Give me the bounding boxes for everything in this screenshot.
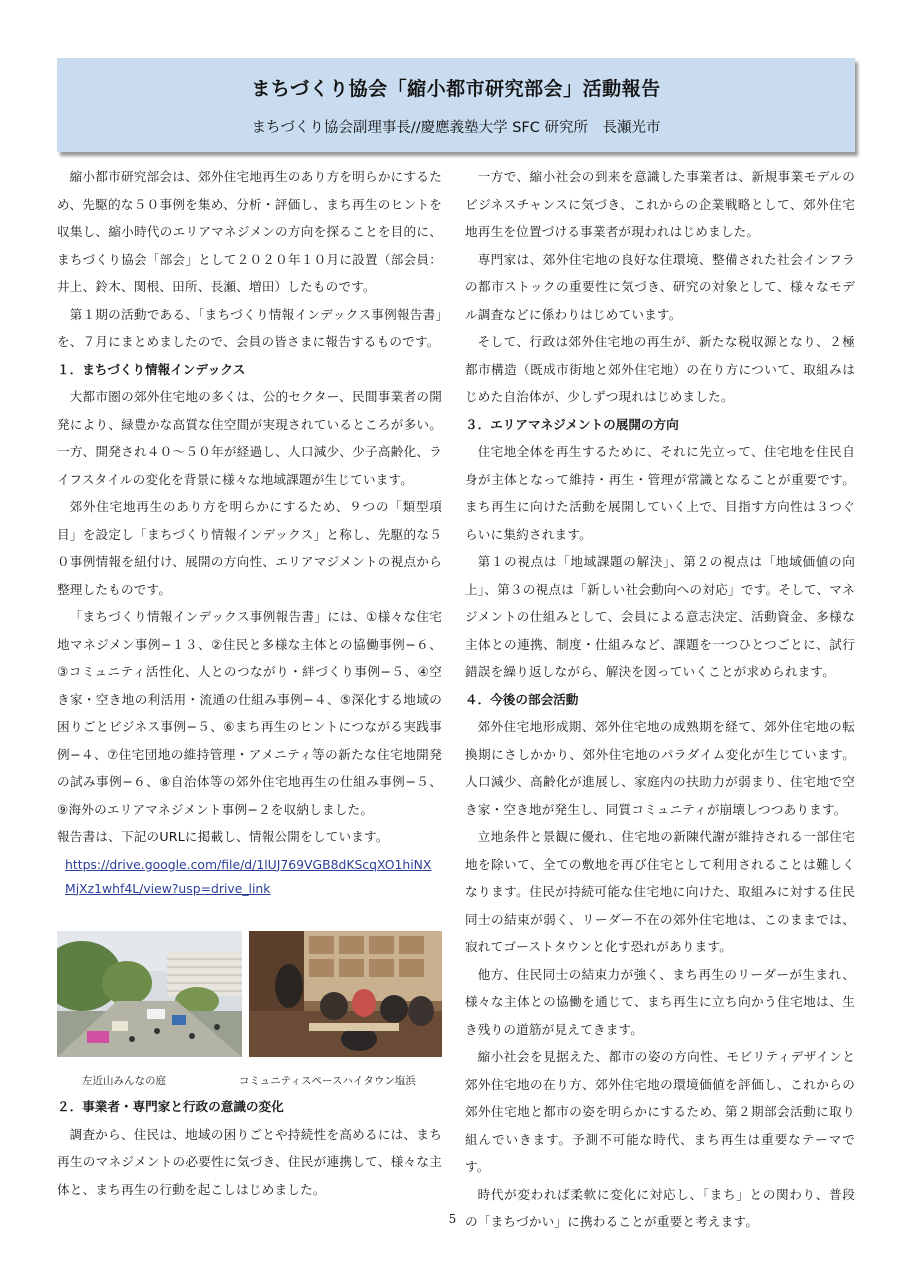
paragraph: 報告書は、下記のURLに掲載し、情報公開をしています。 <box>57 829 389 844</box>
paragraph: 「まちづくり情報インデックス事例報告書」には、①様々な住宅地マネジメン事例−１３、②住民と多様な主体との協働事例−６、③コミュニティ活性化、人とのつながり・絆づくり事例−５、④空き家・空き地の利活用・流通の仕組み事例−４、⑤深化する地域の困りごとビジネス事例−５、⑥まち再生のヒントにつながる実践事例−４、⑦住宅団地の維持管理・アメニティ等の新たな住宅地開発の試み事例−６、⑧自治体等の郊外住宅地再生の仕組み事例−５、⑨海外のエリアマネジメント事例−２を収納しました。 <box>57 609 442 817</box>
photo-caption: 左近山みんなの庭 <box>82 1075 166 1087</box>
right-column <box>465 163 855 1236</box>
section-heading: ２．事業者・専門家と行政の意識の変化 <box>57 1099 284 1114</box>
paragraph: 郊外住宅地形成期、郊外住宅地の成熟期を経て、郊外住宅地の転換期にさしかかり、郊外住宅地のパラダイム変化が生じています。人口減少、高齢化が進展し、家庭内の扶助力が弱まり、住宅地で空き家・空き地が発生し、同質コミュニティが崩壊しつつあります。 <box>465 719 855 817</box>
paragraph: 調査から、住民は、地域の困りごとや持続性を高めるには、まち再生のマネジメントの必要性に気づき、住民が連携して、様々な主体と、まち再生の行動を起こしはじめました。 <box>57 1126 442 1197</box>
paragraph: 縮小社会を見据えた、都市の姿の方向性、モビリティデザインと郊外住宅地の在り方、郊外住宅地の環境価値を評価し、これからの郊外住宅地と都市の姿を明らかにするため、第２期部会活動に取り組んでいきます。予測不可能な時代、まち再生は重要なテーマです。 <box>465 1049 855 1174</box>
author-line: まちづくり協会副理事長//慶應義塾大学 SFC 研究所 長瀬光市 <box>251 120 661 136</box>
paragraph: 専門家は、郊外住宅地の良好な住環境、整備された社会インフラの都市ストックの重要性に気づき、研究の対象として、様々なモデル調査などに係わりはじめています。 <box>465 251 855 322</box>
photo-caption: コミュニティスペースハイタウン塩浜 <box>239 1075 416 1087</box>
section-heading: １．まちづくり情報インデックス <box>57 361 246 377</box>
paragraph: 一方で、縮小社会の到来を意識した事業者は、新規事業モデルのビジネスチャンスに気づき、これからの企業戦略として、郊外住宅地再生を位置づける事業者が現われはじめました。 <box>465 169 855 239</box>
paragraph: 第１期の活動である、「まちづくり情報インデックス事例報告書」を、７月にまとめましたので、会員の皆さまに報告するものです。 <box>57 306 442 349</box>
section-heading: ３．エリアマネジメントの展開の方向 <box>465 416 679 432</box>
paragraph: 他方、住民同士の結束力が強く、まち再生のリーダーが生まれ、様々な主体との協働を通じて、まち再生に立ち向かう住宅地は、生き残りの道筋が見えてきます。 <box>465 966 855 1037</box>
title-banner <box>57 58 855 152</box>
photo-strip <box>57 931 442 1057</box>
left-column <box>57 163 442 901</box>
paragraph: そして、行政は郊外住宅地の再生が、新たな税収源となり、２極都市構造（既成市街地と郊外住宅地）の在り方について、取組みはじめた自治体が、少しずつ現れはじめました。 <box>465 334 855 404</box>
section-heading: ４．今後の部会活動 <box>465 691 579 707</box>
photo-community-space <box>249 931 442 1057</box>
paragraph: 住宅地全体を再生するために、それに先立って、住宅地を住民自身が主体となって維持・再生・管理が常識となることが重要です。まち再生に向けた活動を展開していく上で、目指す方向性は３つぐらいに集約されます。 <box>465 444 855 542</box>
paragraph: 縮小都市研究部会は、郊外住宅地再生のあり方を明らかにするため、先駆的な５０事例を集め、分析・評価し、まち再生のヒントを収集し、縮小時代のエリアマネジメンの方向を探ることを目的に、まちづくり協会「部会」として２０２０年１０月に設置（部会員：井上、鈴木、関根、田所、長瀬、増田）したものです。 <box>57 169 442 294</box>
page-title: まちづくり協会「縮小都市研究部会」活動報告 <box>251 78 661 100</box>
paragraph: 時代が変われば柔軟に変化に対応し、「まち」との関わり、普段の「まちづかい」に携わることが重要と考えます。 <box>465 1186 855 1229</box>
photo-garden <box>57 931 242 1057</box>
paragraph: 大都市圏の郊外住宅地の多くは、公的セクター、民間事業者の開発により、緑豊かな高質な住空間が実現されているところが多い。一方、開発され４０～５０年が経過し、人口減少、少子高齢化、ライフスタイルの変化を背景に様々な地域課題が生じています。 <box>57 389 442 487</box>
paragraph: 立地条件と景観に優れ、住宅地の新陳代謝が維持される一部住宅地を除いて、全ての敷地を再び住宅として利用されることは難しくなります。住民が持続可能な住宅地に向けた、取組みに対する住民同士の結束が弱く、リーダー不在の郊外住宅地は、このままでは、寂れてゴーストタウンと化す恐れがあります。 <box>465 829 855 954</box>
page-number: 5 <box>448 1212 457 1226</box>
report-link[interactable]: https://drive.google.com/file/d/1lUJ769VGB8dKScqXO1hiNXMjXz1whf4L/view?usp=drive_link <box>65 856 432 896</box>
left-column-bottom <box>57 1093 442 1203</box>
paragraph: 郊外住宅地再生のあり方を明らかにするため、９つの「類型項目」を設定し「まちづくり情報インデックス」と称し、先駆的な５０事例情報を紐付け、展開の方向性、エリアマジメントの視点から整理したものです。 <box>57 499 442 597</box>
paragraph: 第１の視点は「地域課題の解決」、第２の視点は「地域価値の向上」、第３の視点は「新しい社会動向への対応」です。そして、マネジメントの仕組みとして、会員による意志決定、活動資金、多様な主体との連携、制度・仕組みなど、課題を一つひとつごとに、試行錯誤を繰り返しながら、解決を図っていくことが求められます。 <box>465 554 855 679</box>
